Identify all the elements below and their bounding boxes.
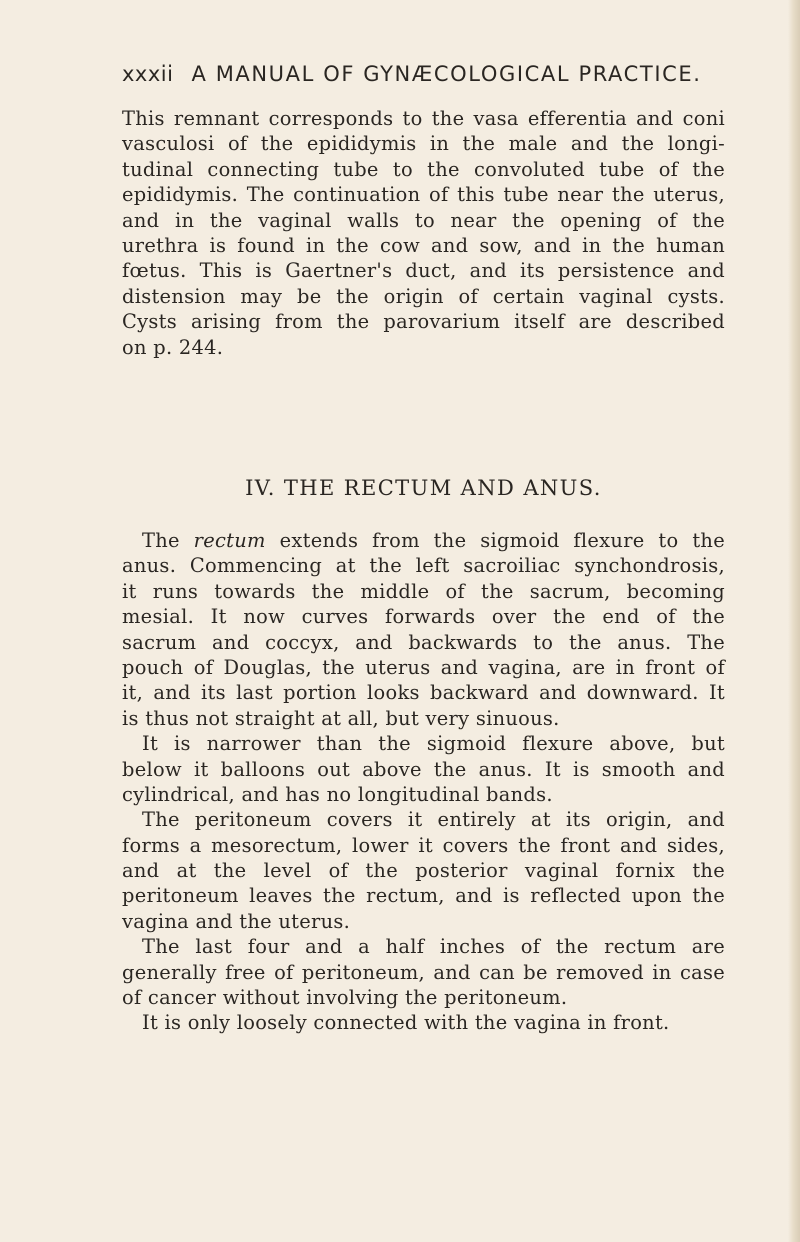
text-line: below it balloons out above the anus. It is smooth and bbox=[122, 757, 725, 781]
text-line: The rectum extends from the sigmoid flexure to the bbox=[142, 529, 725, 552]
text-line: forms a mesorectum, lower it covers the front and sides, bbox=[122, 833, 725, 857]
text-line: pouch of Douglas, the uterus and vagina, are in front of bbox=[122, 655, 725, 679]
italic-term: rectum bbox=[193, 529, 266, 552]
book-title: A MANUAL OF GYNÆCOLOGICAL PRACTICE. bbox=[191, 62, 702, 86]
text-line: is thus not straight at all, but very sinuous. bbox=[122, 706, 560, 730]
text-line: of cancer without involving the peritoneum. bbox=[122, 986, 568, 1010]
text-line: Cysts arising from the parovarium itself are described bbox=[122, 310, 725, 334]
text-line: distension may be the origin of certain vaginal cysts. bbox=[122, 284, 725, 308]
text-line: It is only loosely connected with the vagina in front. bbox=[142, 1011, 670, 1035]
page-number: xxxii bbox=[122, 62, 174, 86]
text-line: and in the vaginal walls to near the opening of the bbox=[122, 208, 725, 232]
text-line: on p. 244. bbox=[122, 335, 224, 359]
paragraph-rectum bbox=[122, 528, 725, 1036]
section-heading: IV. THE RECTUM AND ANUS. bbox=[245, 476, 602, 500]
text-line: cylindrical, and has no longitudinal bands. bbox=[122, 782, 553, 806]
text-line: tudinal connecting tube to the convoluted tube of the bbox=[122, 157, 725, 181]
text-line: anus. Commencing at the left sacroiliac synchondrosis, bbox=[122, 554, 725, 578]
text-line: mesial. It now curves forwards over the end of the bbox=[122, 605, 725, 629]
text-line: It is narrower than the sigmoid flexure above, but bbox=[142, 732, 725, 756]
text-line: it runs towards the middle of the sacrum, becoming bbox=[122, 579, 725, 603]
text-line: it, and its last portion looks backward and downward. It bbox=[122, 681, 725, 705]
paragraph-gaertner-duct bbox=[122, 106, 725, 360]
text-line: The last four and a half inches of the rectum are bbox=[142, 935, 725, 959]
text-line: vagina and the uterus. bbox=[122, 909, 351, 933]
text-line: The peritoneum covers it entirely at its origin, and bbox=[142, 808, 725, 832]
page-edge-shadow bbox=[788, 0, 800, 1242]
text-line: epididymis. The continuation of this tube near the uterus, bbox=[122, 183, 725, 207]
text-line: fœtus. This is Gaertner's duct, and its persistence and bbox=[122, 259, 725, 283]
text-line: sacrum and coccyx, and backwards to the anus. The bbox=[122, 630, 725, 654]
text-line: and at the level of the posterior vaginal fornix the bbox=[122, 859, 725, 883]
text-line: peritoneum leaves the rectum, and is reflected upon the bbox=[122, 884, 725, 908]
text-line: urethra is found in the cow and sow, and in the human bbox=[122, 233, 725, 257]
text-line: generally free of peritoneum, and can be removed in case bbox=[122, 960, 725, 984]
text-line: vasculosi of the epididymis in the male and the longi- bbox=[122, 132, 725, 156]
running-head bbox=[122, 62, 722, 92]
text-line: This remnant corresponds to the vasa efferentia and coni bbox=[122, 107, 725, 130]
